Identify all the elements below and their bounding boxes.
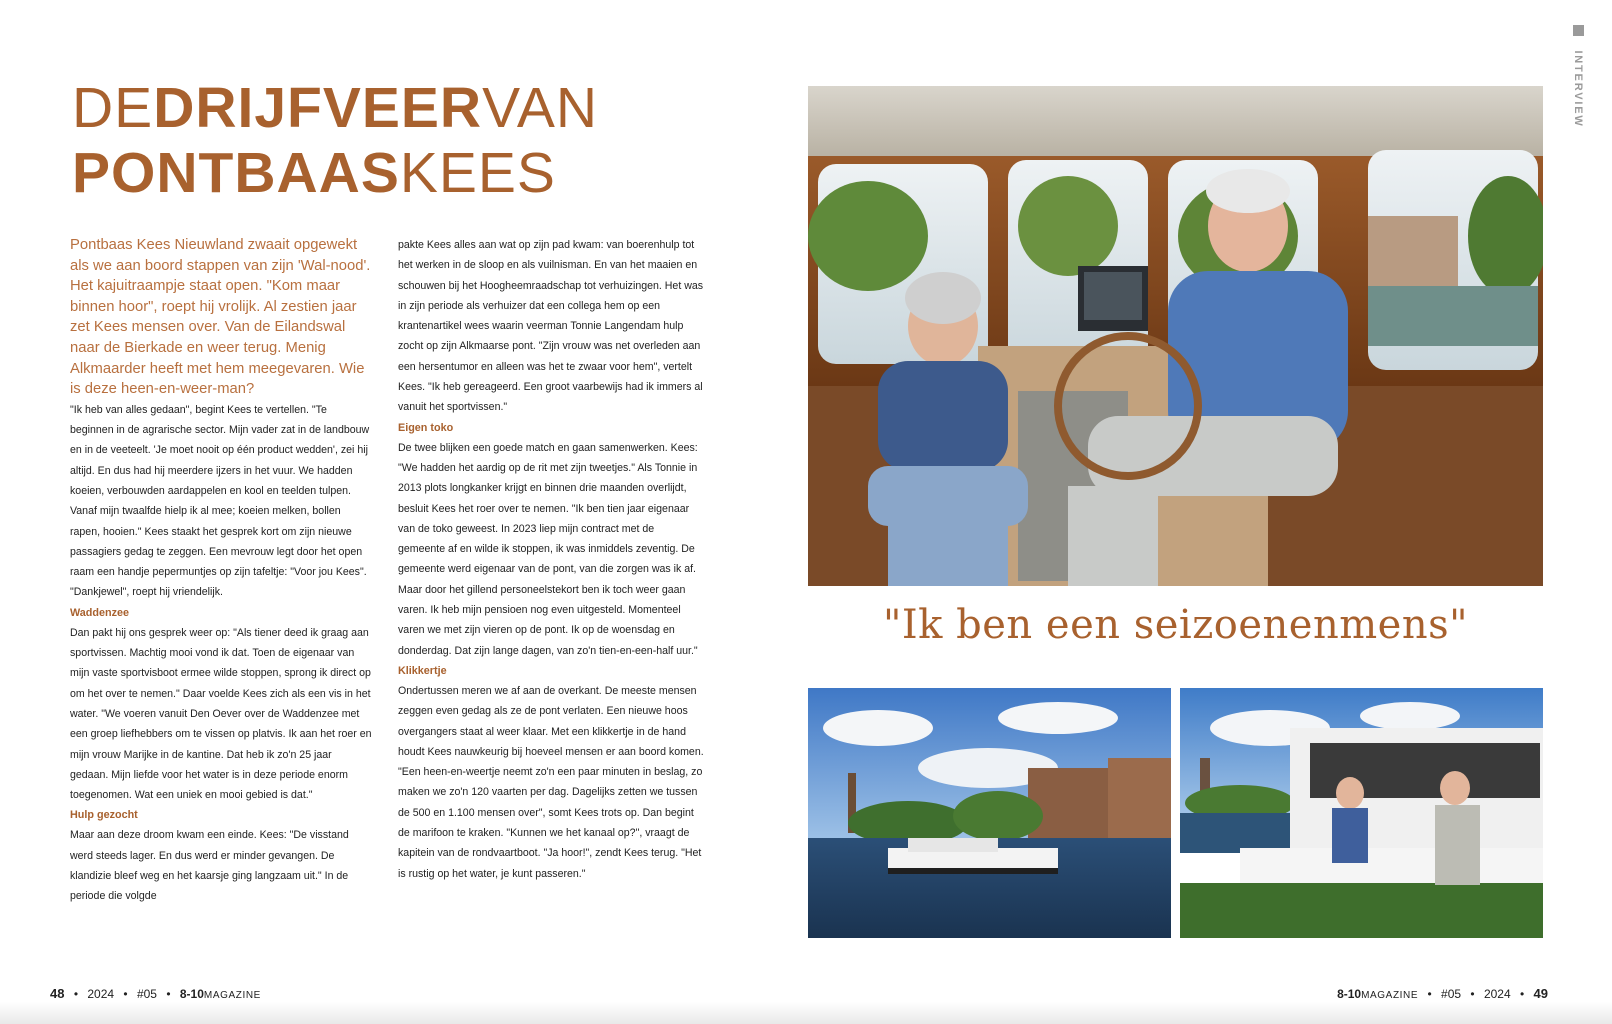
text-column-2 — [398, 235, 704, 884]
footer-year: 2024 — [1483, 987, 1511, 1001]
photo-cabin-interior — [808, 86, 1543, 586]
page-edge-shadow — [0, 1002, 1612, 1024]
title-de: DE — [72, 76, 154, 140]
footer-issue: #05 — [1441, 987, 1462, 1001]
body-paragraph: Dan pakt hij ons gesprek weer op: "Als tiener deed ik graag aan sportvissen. Machtig mooi vond ik dat. Toen de eigenaar van mijn vaste sportvisboot ermee wilde stoppen, sprong ik direct op om het over te nemen." Daar voelde Kees zich als een vis in het water. "We voeren vanuit Den Oever over de Waddenzee met een groep liefhebbers om te vissen op platvis. Ik aan het roer en mijn vrouw Marijke in de kantine. Dat heb ik zo'n 25 jaar gedaan. Mijn liefde voor het water is in deze periode enorm toegenomen. Wat een uniek en mooi gebied is dat." — [70, 626, 372, 802]
photo-boarding-illustration — [1180, 688, 1543, 938]
subheading-klikkertje: Klikkertje — [398, 664, 447, 677]
body-paragraph: Ondertussen meren we af aan de overkant. De meeste mensen zeggen even gedag als ze de pont verlaten. Een nieuwe hoos overgangers staat al weer klaar. Met een klikkertje in de hand houdt Kees nauwkeurig bij hoeveel mensen er aan boord komen. "Een heen-en-weertje neemt zo'n een paar minuten in beslag, zo maken we zo'n 120 vaarten per dag. Dagelijks zetten we tussen de 500 en 1.100 mensen over", somt Kees trots op. Dan begint de marifoon te kraken. "Kunnen we het kanaal op?", vraagt de kapitein van de rondvaartboot. "Ja hoor!", zendt Kees terug. "Het is rustig op het water, je kunt passeren." — [398, 684, 704, 880]
page-number-left: 48 — [50, 986, 65, 1001]
title-line-1 — [72, 76, 599, 140]
title-drijfveer: DRIJFVEER — [153, 76, 483, 140]
magazine-name-word: MAGAZINE — [203, 990, 261, 1001]
title-van: VAN — [482, 76, 599, 140]
photo-canal-ferry — [808, 688, 1171, 938]
page-number-right: 49 — [1533, 986, 1548, 1001]
photo-ferry-boarding — [1180, 688, 1543, 938]
separator-dot: • — [1519, 987, 1525, 1001]
body-paragraph: "Ik heb van alles gedaan", begint Kees te vertellen. "Te beginnen in de agrarische sector. Mijn vader zat in de landbouw en in de veeteelt. 'Je moet nooit op één product wedden', zei hij altijd. En dus had hij meerdere ijzers in het vuur. We hadden koeien, verbouwden aardappelen en kool en teelden tulpen. Vanaf mijn twaalfde hielp ik al mee; koeien melken, bollen rapen, hooien." Kees staakt het gesprek kort om zijn nieuwe passagiers gedag te zeggen. Een mevrouw legt door het open raam een handje pepermuntjes op zijn tafeltje: "Voor jou Kees". "Dankjewel", roept hij vriendelijk. — [70, 403, 370, 599]
section-label — [1572, 25, 1586, 135]
separator-dot: • — [73, 987, 79, 1001]
subheading-waddenzee: Waddenzee — [70, 606, 129, 619]
label-square-icon — [1573, 25, 1584, 36]
subheading-hulp-gezocht: Hulp gezocht — [70, 809, 138, 822]
magazine-name-mark: 8-10 — [179, 987, 204, 1001]
footer-issue: #05 — [136, 987, 157, 1001]
body-paragraph: pakte Kees alles aan wat op zijn pad kwam: van boerenhulp tot het werken in de sloop en als vuilnisman. En van het maaien en schouwen bij het Hoogheemraadschap tot verhuizingen. Het was in zijn periode als verhuizer dat een collega hem op een krantenartikel wees waarin veerman Tonnie Langendam hulp zocht op zijn Alkmaarse pont. "Zijn vrouw was net overleden aan een hersentumor en alleen was het te zwaar voor hem", vertelt Kees. "Ik heb gereageerd. Een groot vaarbewijs had ik immers al vanuit het sportvissen." — [398, 239, 704, 414]
article-title — [72, 76, 599, 210]
intro-paragraph: Pontbaas Kees Nieuwland zwaait opgewekt als we aan boord stappen van zijn 'Wal-nood'. Het kajuitraampje staat open. "Kom maar binnen hoor", roept hij vrolijk. Al zestien jaar zet Kees mensen over. Van de Eilandswal naar de Bierkade en weer terug. Menig Alkmaarder heeft met hem meegevaren. Wie is deze heen-en-weer-man? — [70, 237, 371, 398]
section-label-text: INTERVIEW — [1572, 50, 1584, 128]
text-column-1 — [70, 235, 372, 907]
photo-cabin-illustration — [808, 86, 1543, 586]
magazine-name-mark: 8-10 — [1337, 987, 1362, 1001]
title-kees: KEES — [399, 141, 556, 205]
separator-dot: • — [123, 987, 128, 1001]
separator-dot: • — [1427, 987, 1432, 1001]
subheading-eigen-toko: Eigen toko — [398, 421, 454, 434]
separator-dot: • — [1470, 987, 1475, 1001]
pull-quote: "Ik ben een seizoenenmens" — [882, 602, 1469, 648]
footer-right — [1337, 986, 1548, 1001]
separator-dot: • — [166, 987, 171, 1001]
body-paragraph: De twee blijken een goede match en gaan samenwerken. Kees: "We hadden het aardig op de rit met zijn tweetjes." Als Tonnie in 2013 plots longkanker krijgt en binnen drie maanden overlijdt, besluit Kees het roer over te nemen. "Ik ben tien jaar eigenaar van de toko geweest. In 2023 liep mijn contract met de gemeente af en wilde ik stoppen, ik was inmiddels zeventig. De gemeente werd eigenaar van de pont, van die zorgen was ik af. Maar door het gillend personeelstekort ben ik toch weer gaan varen. Ik heb mijn pensioen nog even uitgesteld. Momenteel varen we met zijn vieren op de pont. Ik op de woensdag en donderdag. Dat zijn lange dagen, van zo'n tien-en-een-half uur." — [398, 441, 698, 657]
footer-year: 2024 — [87, 987, 115, 1001]
photo-canal-illustration — [808, 688, 1171, 938]
footer-left — [50, 986, 261, 1001]
magazine-name-word: MAGAZINE — [1361, 990, 1419, 1001]
title-line-2 — [72, 141, 598, 205]
title-pontbaas: PONTBAAS — [72, 141, 400, 205]
body-paragraph: Maar aan deze droom kwam een einde. Kees: "De visstand werd steeds lager. En dus werd er minder gevangen. De klandizie bleef weg en het kaarsje ging langzaam uit." In de periode die volgde — [70, 829, 349, 903]
